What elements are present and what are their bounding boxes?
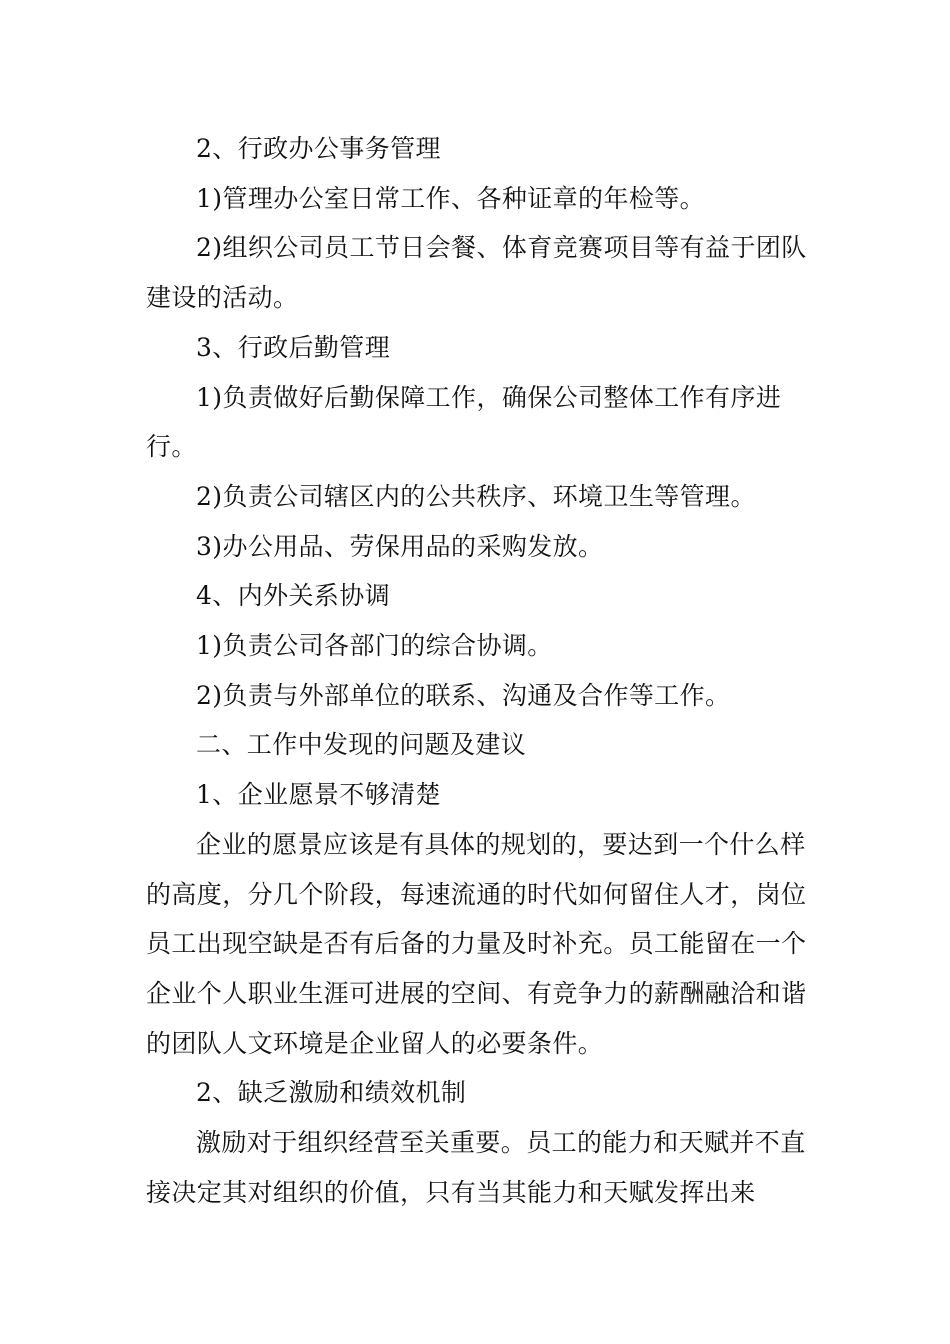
paragraph: 激励对于组织经营至关重要。员工的能力和天赋并不直接决定其对组织的价值，只有当其能力和天赋发挥出来	[146, 1128, 806, 1207]
paragraph: 2)负责公司辖区内的公共秩序、环境卫生等管理。	[196, 481, 756, 511]
paragraph: 1)负责做好后勤保障工作，确保公司整体工作有序进行。	[146, 382, 782, 462]
paragraph: 1)负责公司各部门的综合协调。	[196, 631, 553, 661]
chapter-heading: 二、工作中发现的问题及建议	[196, 730, 527, 760]
document-body	[146, 124, 808, 1217]
section-heading: 2、行政办公事务管理	[196, 134, 441, 163]
paragraph: 3)办公用品、劳保用品的采购发放。	[196, 531, 604, 561]
section-heading: 2、缺乏激励和绩效机制	[196, 1078, 467, 1108]
paragraph: 企业的愿景应该是有具体的规划的，要达到一个什么样的高度，分几个阶段，每速流通的时代如何留住人才，岗位员工出现空缺是否有后备的力量及时补充。员工能留在一个企业个人职业生涯可进展的空间、有竞争力的薪酬融洽和谐的团队人文环境是企业留人的必要条件。	[146, 829, 807, 1058]
section-heading: 3、行政后勤管理	[196, 332, 391, 362]
section-heading: 4、内外关系协调	[196, 581, 391, 611]
section-heading: 1、企业愿景不够清楚	[196, 780, 441, 810]
paragraph: 1)管理办公室日常工作、各种证章的年检等。	[196, 183, 706, 213]
paragraph: 2)负责与外部单位的联系、沟通及合作等工作。	[196, 680, 731, 710]
paragraph: 2)组织公司员工节日会餐、体育竞赛项目等有益于团队建设的活动。	[146, 233, 807, 313]
